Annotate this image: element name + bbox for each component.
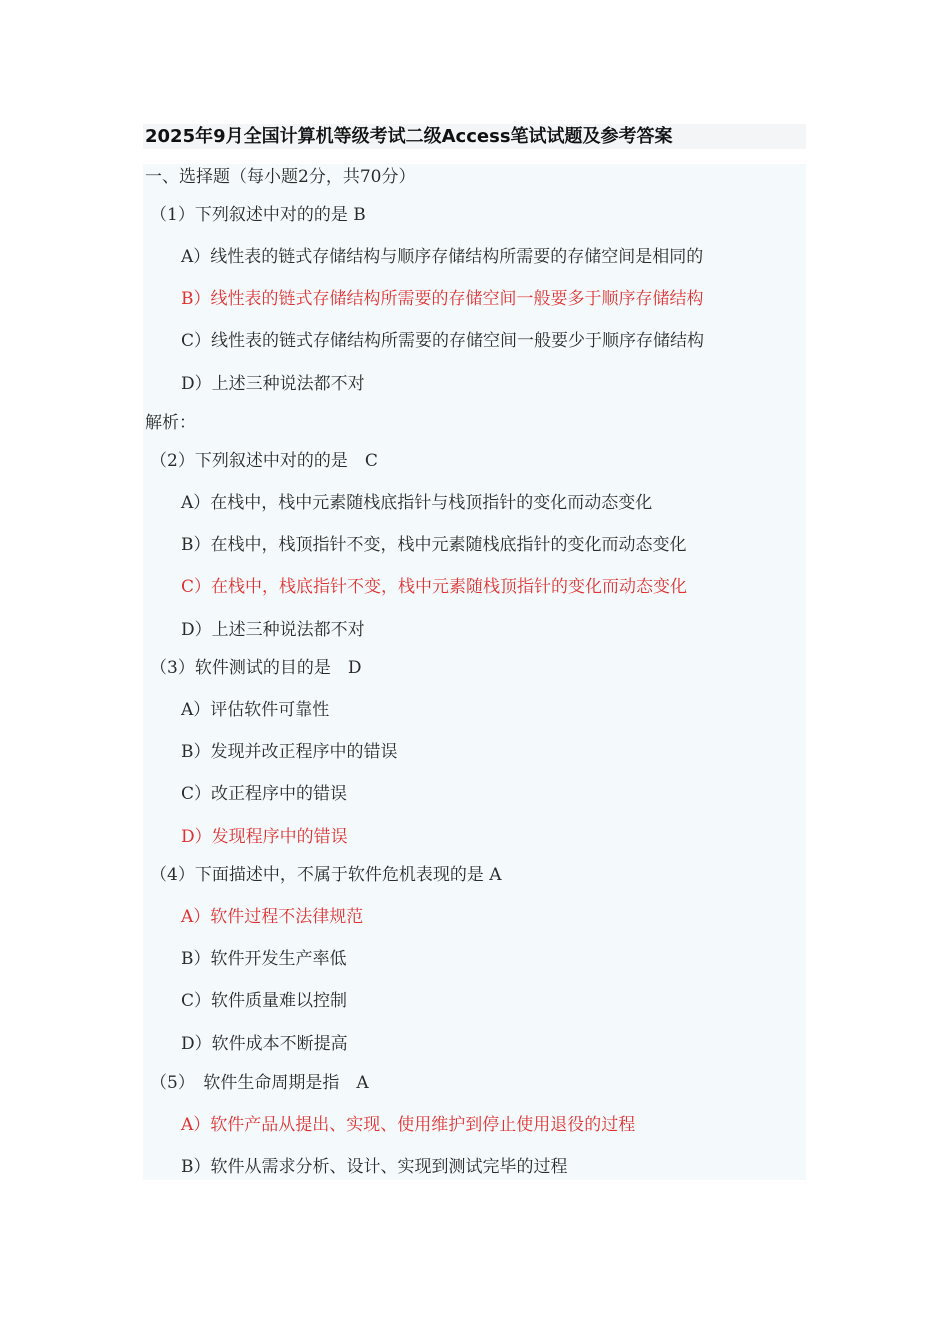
question-4-option-b: B）软件开发生产率低: [181, 949, 347, 969]
question-5-stem: （5） 软件生命周期是指 A: [150, 1073, 369, 1093]
question-1-option-b-correct: B）线性表的链式存储结构所需要的存储空间一般要多于顺序存储结构: [181, 289, 704, 309]
question-5-option-b: B）软件从需求分析、设计、实现到测试完毕的过程: [181, 1157, 568, 1177]
question-3-option-a: A）评估软件可靠性: [181, 700, 330, 720]
question-1-option-a: A）线性表的链式存储结构与顺序存储结构所需要的存储空间是相同的: [181, 247, 704, 267]
document-title: 2025年9月全国计算机等级考试二级Access笔试试题及参考答案: [145, 126, 673, 147]
question-3-option-b: B）发现并改正程序中的错误: [181, 742, 398, 762]
question-4-option-a-correct: A）软件过程不法律规范: [181, 907, 364, 927]
title-bar: [143, 124, 806, 149]
question-3-option-d-correct: D）发现程序中的错误: [181, 827, 348, 847]
question-2-option-d: D）上述三种说法都不对: [181, 620, 365, 640]
question-2-option-a: A）在栈中，栈中元素随栈底指针与栈顶指针的变化而动态变化: [181, 493, 653, 513]
question-5-option-a-correct: A）软件产品从提出、实现、使用维护到停止使用退役的过程: [181, 1115, 636, 1135]
question-2-option-c-correct: C）在栈中，栈底指针不变，栈中元素随栈顶指针的变化而动态变化: [181, 577, 688, 597]
question-1-stem: （1）下列叙述中对的的是 B: [150, 205, 366, 225]
question-3-option-c: C）改正程序中的错误: [181, 784, 348, 804]
question-3-stem: （3）软件测试的目的是 D: [150, 658, 362, 678]
question-1-option-c: C）线性表的链式存储结构所需要的存储空间一般要少于顺序存储结构: [181, 331, 705, 351]
question-2-option-b: B）在栈中，栈顶指针不变，栈中元素随栈底指针的变化而动态变化: [181, 535, 687, 555]
question-1-option-d: D）上述三种说法都不对: [181, 374, 365, 394]
question-1-analysis: 解析：: [145, 413, 196, 433]
question-4-option-d: D）软件成本不断提高: [181, 1034, 348, 1054]
section-heading: 一、选择题（每小题2分，共70分）: [145, 167, 416, 187]
question-4-option-c: C）软件质量难以控制: [181, 991, 348, 1011]
question-4-stem: （4）下面描述中，不属于软件危机表现的是 A: [150, 865, 502, 885]
question-2-stem: （2）下列叙述中对的的是 C: [150, 451, 378, 471]
